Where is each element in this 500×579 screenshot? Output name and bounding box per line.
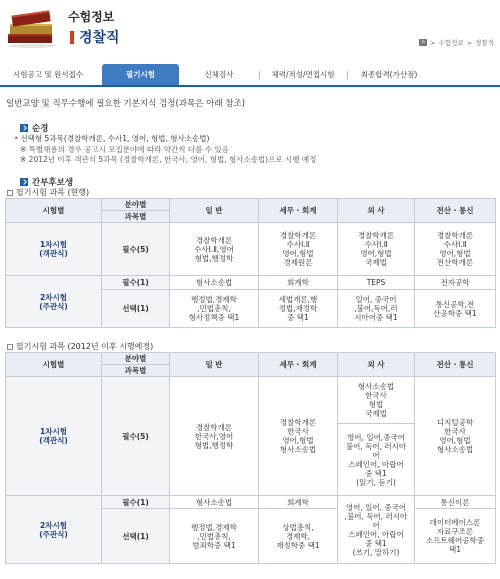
- tab-fitness-interview[interactable]: 체력/적성/면접시험: [259, 64, 347, 85]
- page-title-text: 경찰직: [79, 30, 120, 46]
- tab-written-exam[interactable]: 필기시험: [102, 64, 179, 85]
- cell: 행정법,경제학 ,민법총칙, 형사정책중 택1: [170, 290, 259, 328]
- order-notes: [20, 134, 316, 166]
- checkbox-icon: [7, 344, 13, 350]
- table2-caption-text: 필기시험 과목 (2012년 이후 시행예정): [16, 342, 154, 351]
- required-label: 필수(5): [102, 377, 170, 496]
- elective-label: 선택(1): [102, 509, 170, 564]
- header-exam: 시험별: [6, 199, 102, 223]
- header-subject: 과목별: [102, 211, 170, 223]
- cell: 영어, 일어,중국어 불어, 독어, 러시아 어 스페인어, 아랍어 중 택1 (읽기, 듣기): [338, 424, 415, 496]
- cell: 세법개론,행 정법,재정학 중 택1: [259, 290, 338, 328]
- breadcrumb-section[interactable]: 수험정보: [438, 39, 464, 47]
- row-first-exam: 1차시험 (객관식): [6, 377, 102, 496]
- title-bar-icon: [70, 31, 74, 44]
- header-exam: 시험별: [6, 353, 102, 377]
- col-general: 일 반: [170, 353, 259, 377]
- home-icon[interactable]: ⌂: [419, 39, 427, 46]
- cell: 경찰학개론 한국사,영어 형법,행정학: [170, 377, 259, 496]
- cell: 경찰학개론 수사Ⅰ.Ⅱ 영어,형법 전산학개론: [415, 223, 496, 276]
- cell: 전자공학: [415, 276, 496, 290]
- cell: 통신공학,전 산공학중 택1: [415, 290, 496, 328]
- cell: TEPS: [338, 276, 415, 290]
- books-icon: [4, 4, 60, 50]
- breadcrumb: ⌂ > 수험정보 > 경찰직: [419, 38, 494, 47]
- tab-announcement[interactable]: 시험공고 및 원서접수: [13, 70, 83, 79]
- cell: 경찰학개론 수사Ⅰ.Ⅱ,영어 형법,행정학: [170, 223, 259, 276]
- tab-final-pass[interactable]: 최종합격(가산점): [347, 64, 431, 85]
- elective-label: 선택(1): [102, 290, 170, 328]
- page-title: [70, 27, 120, 47]
- heading-bullet-icon: [20, 178, 28, 186]
- cell: 데이터베이스론 자료구조론 소프트웨어공학중 택1: [415, 509, 496, 564]
- tab-bar: [0, 64, 500, 87]
- current-subjects-table: [5, 198, 496, 328]
- heading-bullet-icon: [20, 124, 28, 132]
- col-foreign: 외 사: [338, 199, 415, 223]
- cell: 영어, 일어, 중국어 ,불어, 독어, 러시아 어 스페인어, 아랍어 중 택1 (쓰기, 말하기): [338, 496, 415, 564]
- header: [0, 0, 500, 58]
- order-heading: [20, 122, 48, 134]
- row-second-exam: 2차시험 (주관식): [6, 276, 102, 328]
- breadcrumb-current: 경찰직: [475, 39, 494, 47]
- cell: 상법총칙, 경제학, 재정학중 택1: [259, 509, 338, 564]
- order-note-1: • 선택형 5과목(경찰학개론, 수사1, 영어, 형법, 형사소송법): [20, 134, 316, 145]
- cell: 일어, 중국어 ,불어,독어,러 시아어중 택1: [338, 290, 415, 328]
- table2-caption: [7, 341, 153, 352]
- cell: 형사소송법: [170, 496, 259, 509]
- order-note-3: ※ 2012년 이후 객관식 5과목 (경찰학개론, 한국사, 영어, 형법, 형사소송법)으로 시행 예정: [20, 155, 317, 164]
- header-subject: 과목별: [102, 365, 170, 377]
- order-note-2: ※ 특별채용의 경우 공고시 모집분야에 따라 약간씩 다를 수 있음: [20, 144, 229, 154]
- table1-caption: [7, 187, 89, 198]
- tab-physical-exam[interactable]: 신체검사: [204, 70, 234, 79]
- intro-text: 일반교양 및 직무수행에 필요한 기본지식 검정(과목은 아래 참조): [6, 99, 246, 109]
- row-first-exam: 1차시험 (객관식): [6, 223, 102, 276]
- col-tax: 세무 · 회계: [259, 199, 338, 223]
- cadet-heading-text: 간부후보생: [32, 178, 74, 188]
- cell: 회계학: [259, 496, 338, 509]
- checkbox-icon: [7, 190, 13, 196]
- cell: 통신이론: [415, 496, 496, 509]
- cell: 경찰학개론 수사Ⅰ.Ⅱ 영어,형법 국제법: [338, 223, 415, 276]
- cell: 디지털공학 한국사 영어,형법 형사소송법: [415, 377, 496, 496]
- required-label: 필수(1): [102, 496, 170, 509]
- planned-subjects-table: [5, 352, 496, 564]
- required-label: 필수(5): [102, 223, 170, 276]
- cell: 형사소송법 한국사 형법 국제법: [338, 377, 415, 424]
- cell: 형사소송법: [170, 276, 259, 290]
- cell: 경찰학개론 수사Ⅰ.Ⅱ 영어,형법 경제원론: [259, 223, 338, 276]
- table1-caption-text: 필기시험 과목 (현행): [16, 188, 90, 197]
- header-field: 분야별: [102, 353, 170, 365]
- order-heading-text: 순경: [32, 124, 49, 134]
- col-it: 전산 · 통신: [415, 199, 496, 223]
- cell: 경찰학개론 한국사 영어,형법 형사소송법: [259, 377, 338, 496]
- section-title: 수험정보: [68, 10, 115, 24]
- required-label: 필수(1): [102, 276, 170, 290]
- col-tax: 세무 · 회계: [259, 353, 338, 377]
- cell: 회계학: [259, 276, 338, 290]
- col-foreign: 외 사: [338, 353, 415, 377]
- col-general: 일 반: [170, 199, 259, 223]
- cell: 행정법,경제학 ,민법총칙, 범죄학중 택1: [170, 509, 259, 564]
- header-field: 분야별: [102, 199, 170, 211]
- col-it: 전산 · 통신: [415, 353, 496, 377]
- row-second-exam: 2차시험 (주관식): [6, 496, 102, 564]
